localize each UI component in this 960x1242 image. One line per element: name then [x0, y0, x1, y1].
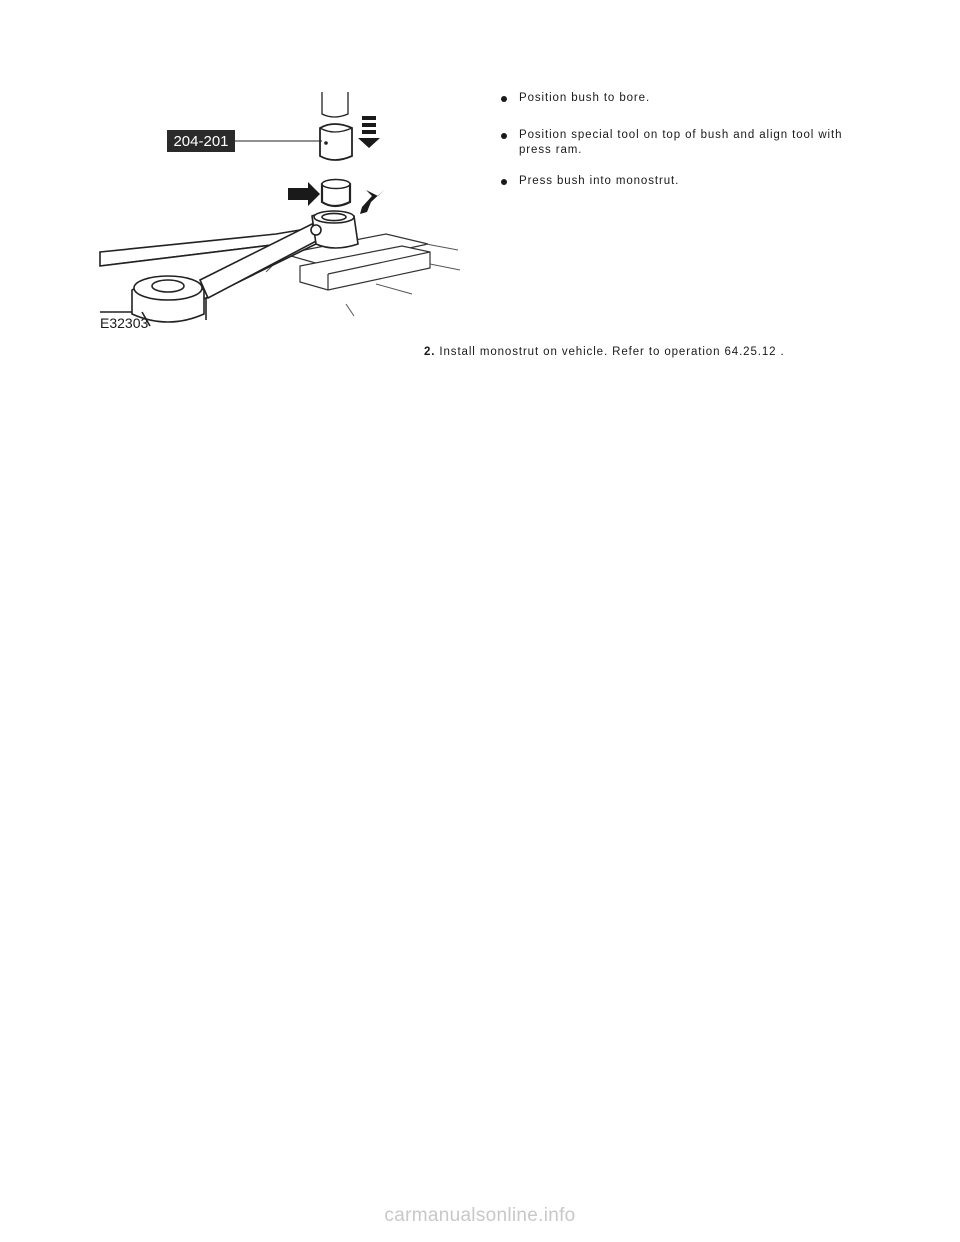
instruction-item	[498, 91, 878, 106]
bullet-icon	[501, 96, 507, 102]
bullet-icon	[501, 179, 507, 185]
step-number: 2.	[424, 346, 436, 358]
tool-label: 204-201	[173, 133, 229, 150]
instruction-item	[498, 128, 878, 158]
special-tool-204-201	[320, 124, 352, 160]
instruction-text: Position bush to bore.	[519, 92, 651, 104]
down-arrow-icon	[358, 116, 380, 148]
right-arrow-icon	[288, 182, 320, 206]
instruction-item	[498, 174, 878, 189]
watermark: carmanualsonline.info	[384, 1205, 576, 1226]
bullet-icon	[501, 133, 507, 139]
instruction-text: Press bush into monostrut.	[519, 175, 680, 187]
instruction-text: Position special tool on top of bush and align tool with press ram.	[519, 129, 843, 156]
instruction-list	[498, 91, 878, 211]
bush	[322, 180, 350, 207]
procedure-illustration	[96, 84, 470, 340]
procedure-step	[424, 345, 785, 360]
figure-id: E32303	[100, 315, 149, 331]
diagonal-arrow-icon	[360, 190, 384, 214]
step-text: Install monostrut on vehicle. Refer to operation 64.25.12 .	[439, 346, 785, 358]
